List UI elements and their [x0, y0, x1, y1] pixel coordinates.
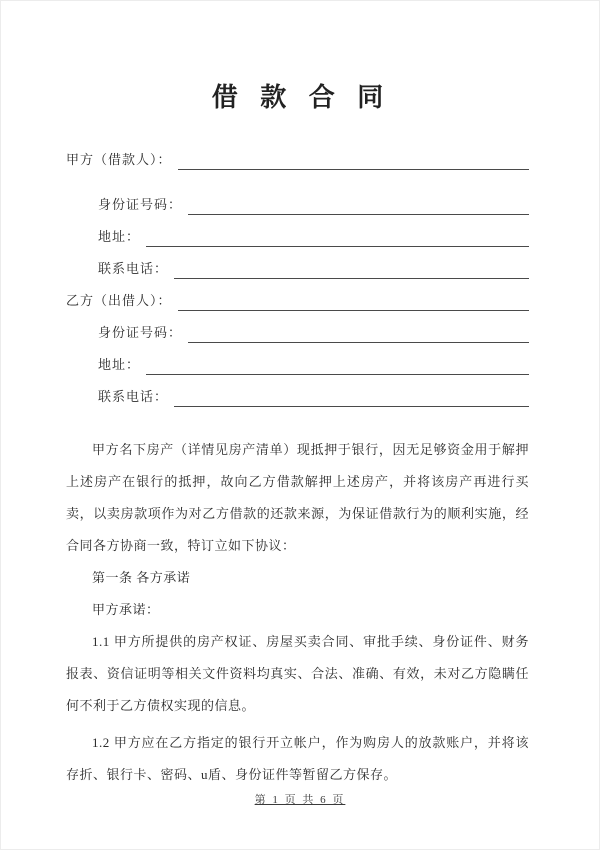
contract-body: [66, 434, 529, 791]
party-b-id-field[interactable]: [188, 323, 529, 343]
party-b-id-label: 身份证号码：: [98, 325, 183, 340]
party-a-name-field[interactable]: [178, 150, 529, 170]
party-a-phone-label: 联系电话：: [98, 261, 169, 276]
article-1-heading: 第一条 各方承诺: [92, 570, 191, 585]
party-b-phone-label: 联系电话：: [98, 389, 169, 404]
intro-paragraph: 甲方名下房产（详情见房产清单）现抵押于银行，因无足够资金用于解押上述房产在银行的抵押，故向乙方借款解押上述房产，并将该房产再进行买卖，以卖房款项作为对乙方借款的还款来源，为保证借款行为的顺利实施，经合同各方协商一致，特订立如下协议：: [66, 442, 529, 553]
party-a-id-field[interactable]: [188, 195, 529, 215]
party-b-row: [66, 279, 529, 311]
party-b-address-row: [98, 343, 529, 375]
party-b-address-label: 地址：: [98, 357, 141, 372]
party-b-id-row: [98, 311, 529, 343]
party-a-address-row: [98, 215, 529, 247]
party-a-id-label: 身份证号码：: [98, 197, 183, 212]
party-b-address-field[interactable]: [146, 355, 529, 375]
party-a-label: 甲方（借款人）：: [66, 152, 172, 167]
party-b-label: 乙方（出借人）：: [66, 293, 172, 308]
party-a-address-label: 地址：: [98, 229, 141, 244]
clause-1-1: 1.1 甲方所提供的房产权证、房屋买卖合同、审批手续、身份证件、财务报表、资信证明等相关文件资料均真实、合法、准确、有效，未对乙方隐瞒任何不利于乙方债权实现的信息。: [66, 634, 529, 713]
party-b-phone-row: [98, 375, 529, 407]
party-a-promise-heading: 甲方承诺：: [92, 602, 160, 617]
party-info-form: [66, 138, 529, 407]
party-b-name-field[interactable]: [178, 291, 529, 311]
document-title: 借 款 合 同: [211, 83, 392, 112]
party-a-phone-field[interactable]: [174, 259, 529, 279]
party-b-phone-field[interactable]: [174, 387, 529, 407]
party-a-phone-row: [98, 247, 529, 279]
party-a-address-field[interactable]: [146, 227, 529, 247]
page-footer: [1, 791, 599, 807]
party-a-row: [66, 138, 529, 170]
clause-1-2: 1.2 甲方应在乙方指定的银行开立帐户，作为购房人的放款账户，并将该存折、银行卡、密码、u盾、身份证件等暂留乙方保存。: [66, 735, 529, 782]
party-a-id-row: [98, 183, 529, 215]
page-number: 第 1 页 共 6 页: [254, 794, 346, 806]
